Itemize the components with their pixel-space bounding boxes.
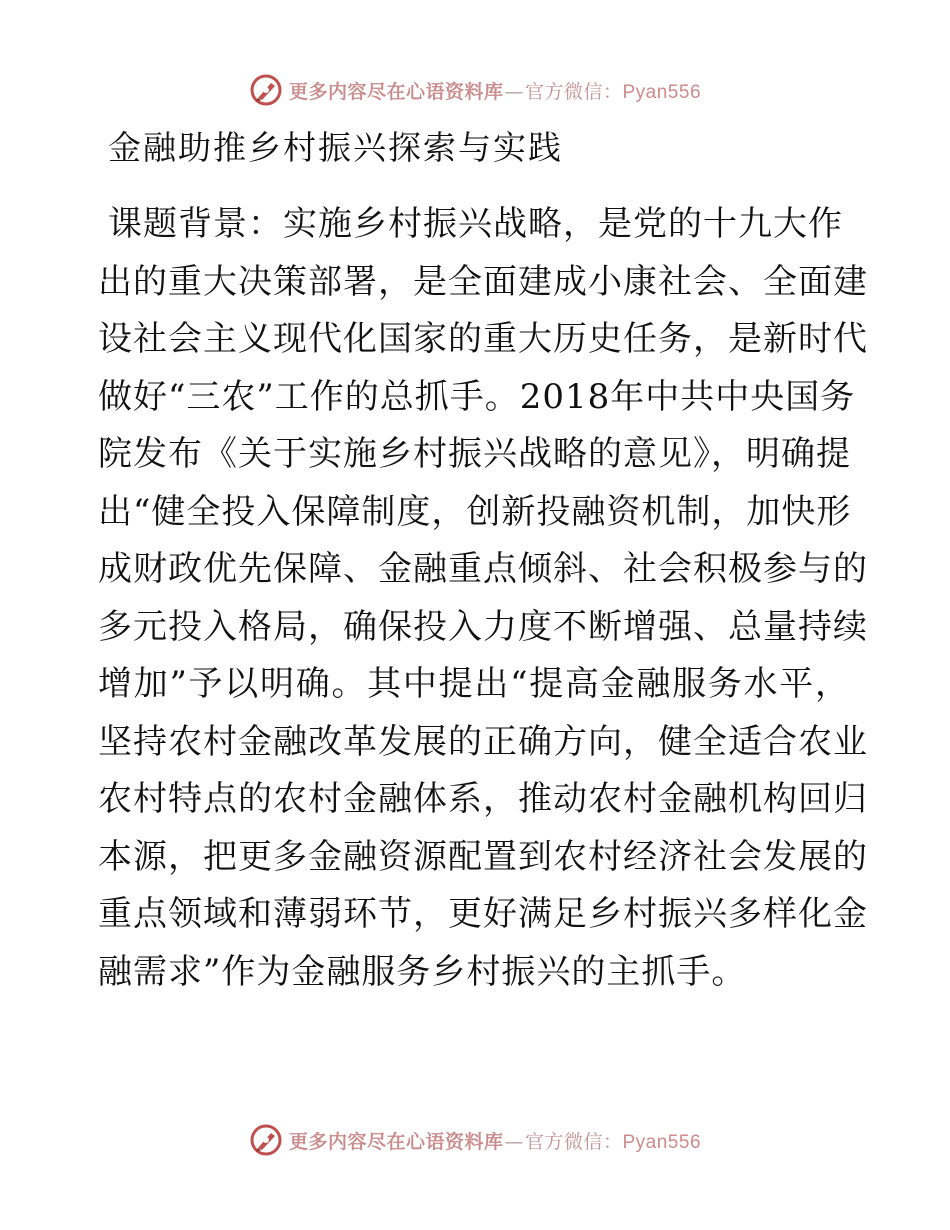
body-line: 重点领域和薄弱环节，更好满足乡村振兴多样化金	[98, 894, 868, 934]
body-line: 增加”予以明确。其中提出“提高金融服务水平，	[98, 664, 850, 704]
body-line: 本源，把更多金融资源配置到农村经济社会发展的	[98, 836, 868, 877]
document-title: 金融助推乡村振兴探索与实践	[108, 128, 563, 167]
body-line: 课题背景：实施乡村振兴战略，是党的十九大作	[108, 204, 843, 244]
pen-logo-icon	[249, 1123, 283, 1157]
body-line: 农村特点的农村金融体系，推动农村金融机构回归	[98, 779, 868, 819]
watermark-wechat-id: Pyan556	[622, 1131, 702, 1153]
body-line: 出的重大决策部署，是全面建成小康社会、全面建	[98, 261, 868, 302]
watermark-dash: —	[504, 1130, 524, 1153]
header-watermark	[0, 70, 950, 110]
body-line: 坚持农村金融改革发展的正确方向，健全适合农业	[98, 721, 868, 762]
watermark-text	[289, 1127, 701, 1154]
pen-logo-icon	[249, 73, 283, 107]
body-line: 院发布《关于实施乡村振兴战略的意见》，明确提	[98, 434, 851, 474]
document-body	[98, 196, 868, 1001]
watermark-wechat-id: Pyan556	[622, 81, 702, 103]
footer-watermark	[0, 1120, 950, 1160]
body-line: 成财政优先保障、金融重点倾斜、社会积极参与的	[98, 549, 868, 589]
watermark-label: 官方微信：	[524, 80, 623, 103]
body-line: 多元投入格局，确保投入力度不断增强、总量持续	[98, 606, 868, 647]
watermark-label: 官方微信：	[524, 1130, 623, 1153]
watermark-main: 更多内容尽在心语资料库	[288, 1130, 504, 1153]
watermark-dash: —	[504, 80, 524, 103]
body-line: 设社会主义现代化国家的重大历史任务，是新时代	[98, 319, 868, 359]
watermark-main: 更多内容尽在心语资料库	[288, 80, 504, 103]
body-line: 出“健全投入保障制度，创新投融资机制，加快形	[98, 491, 852, 532]
body-line: 做好“三农”工作的总抓手。2018年中共中央国务	[98, 376, 856, 417]
watermark-text	[289, 77, 701, 104]
body-line: 融需求”作为金融服务乡村振兴的主抓手。	[98, 951, 747, 992]
